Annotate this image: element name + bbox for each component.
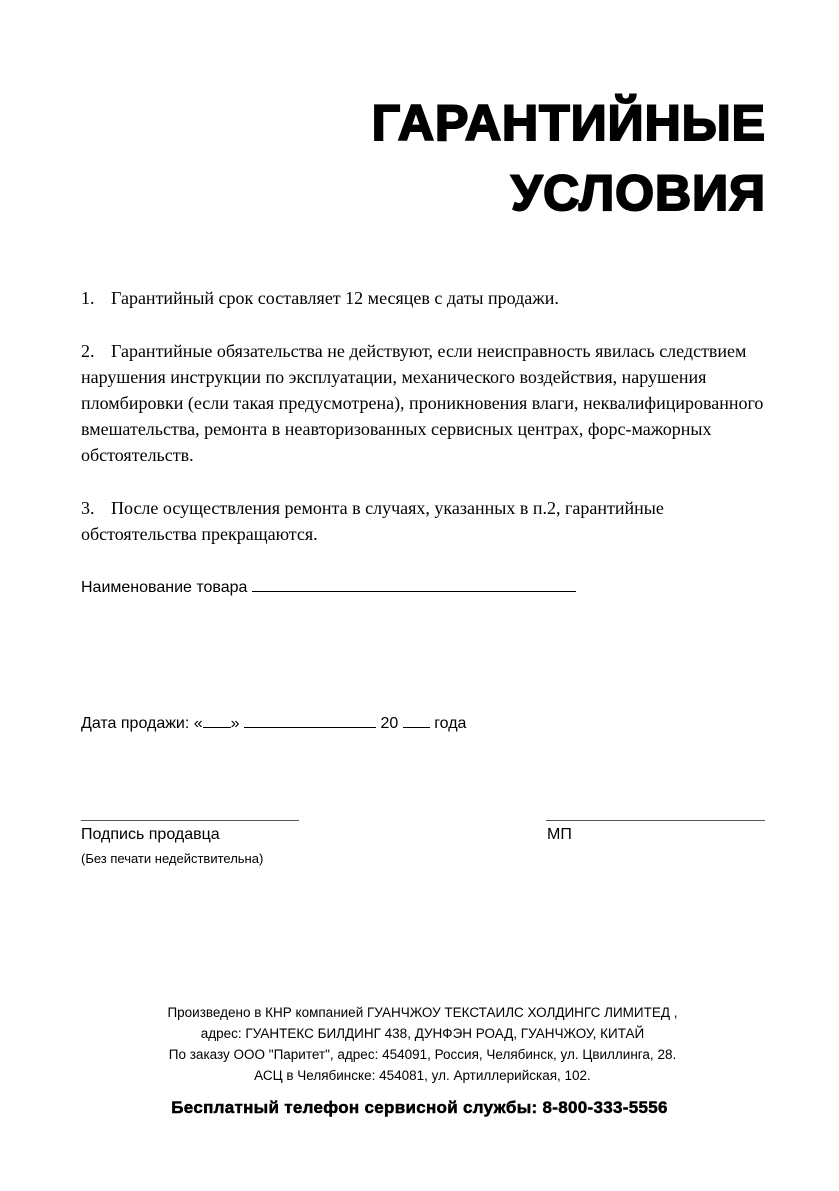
product-name-label: Наименование товара bbox=[81, 579, 248, 596]
product-name-field[interactable] bbox=[252, 577, 576, 592]
footer-line-4: АСЦ в Челябинске: 454081, ул. Артиллерийская, 102. bbox=[254, 1068, 591, 1083]
sale-year-field[interactable] bbox=[403, 713, 430, 728]
manufacturer-info bbox=[0, 1002, 839, 1086]
seller-signature-label: Подпись продавца bbox=[81, 826, 220, 843]
product-name-row bbox=[81, 577, 576, 597]
clause-text: После осуществления ремонта в случаях, указанных в п.2, гарантийные обстоятельства прекращаются. bbox=[81, 498, 664, 544]
seller-signature-line[interactable] bbox=[81, 820, 299, 821]
clause-text: Гарантийные обязательства не действуют, если неисправность явилась следствием нарушения инструкции по эксплуатации, механического воздействия, нарушения пломбировки (если такая предусмотрена), проникновения влаги, неквалифицированного вмешательства, ремонта в неавторизованных сервисных центрах, форс-мажорных обстоятельств. bbox=[81, 341, 764, 465]
clause-number: 2. bbox=[81, 341, 95, 361]
sale-date-row bbox=[81, 713, 466, 733]
page-title bbox=[372, 88, 766, 228]
clause-number: 3. bbox=[81, 498, 95, 518]
service-hotline: Бесплатный телефон сервисной службы: 8-800-333-5556 bbox=[171, 1098, 668, 1117]
quote-close: » bbox=[230, 715, 240, 732]
clause-number: 1. bbox=[81, 288, 95, 308]
year-prefix: 20 bbox=[380, 715, 399, 732]
sale-date-label: Дата продажи: bbox=[81, 715, 190, 732]
warranty-clauses bbox=[81, 285, 771, 574]
footer-line-3: По заказу ООО "Паритет", адрес: 454091, Россия, Челябинск, ул. Цвиллинга, 28. bbox=[168, 1047, 677, 1062]
clause-3 bbox=[81, 495, 771, 547]
clause-1 bbox=[81, 285, 771, 311]
stamp-line[interactable] bbox=[546, 820, 765, 821]
title-line-2: УСЛОВИЯ bbox=[511, 165, 766, 221]
footer-line-2: адрес: ГУАНТЕКС БИЛДИНГ 438, ДУНФЭН РОАД, ГУАНЧЖОУ, КИТАЙ bbox=[200, 1026, 645, 1041]
clause-text: Гарантийный срок составляет 12 месяцев с даты продажи. bbox=[111, 288, 559, 308]
quote-open: « bbox=[193, 715, 203, 732]
sale-day-field[interactable] bbox=[203, 713, 231, 728]
seller-signature-note: (Без печати недействительна) bbox=[81, 851, 264, 866]
sale-month-field[interactable] bbox=[244, 713, 376, 728]
year-suffix: года bbox=[434, 715, 467, 732]
clause-2 bbox=[81, 338, 771, 468]
title-line-1: ГАРАНТИЙНЫЕ bbox=[371, 95, 766, 151]
stamp-label: МП bbox=[547, 826, 572, 843]
footer-line-1: Произведено в КНР компанией ГУАНЧЖОУ ТЕКСТАИЛС ХОЛДИНГС ЛИМИТЕД , bbox=[167, 1005, 678, 1020]
